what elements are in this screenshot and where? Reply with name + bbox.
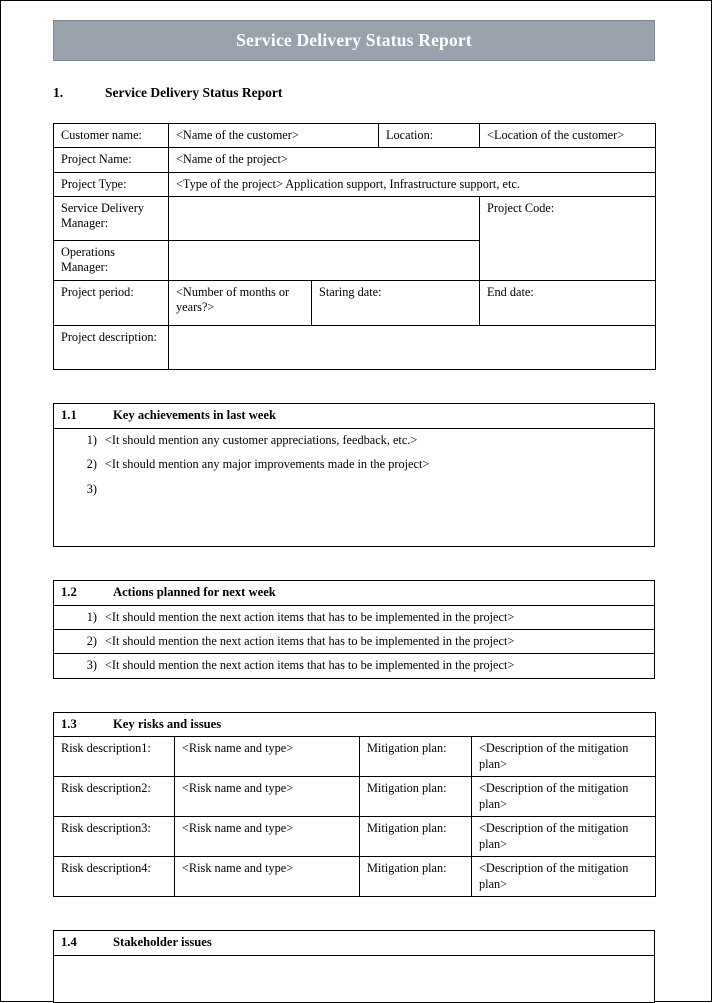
section-1-1-header [54,404,655,429]
mitigation-plan-label: Mitigation plan: [360,817,472,857]
page-title [53,85,655,101]
project-name-value[interactable]: <Name of the project> [169,148,656,172]
mitigation-plan-value[interactable]: <Description of the mitigation plan> [472,857,656,897]
table-row [54,172,656,196]
table-row [54,281,656,326]
project-type-value[interactable]: <Type of the project> Application support, Infrastructure support, etc. [169,172,656,196]
list-item-number: 3) [86,481,97,496]
list-item-text[interactable]: <It should mention the next action items that has to be implemented in the project> [105,633,515,648]
list-item-number: 3) [86,658,97,673]
service-delivery-manager-label: Service Delivery Manager: [54,197,169,241]
risk-description-label: Risk description1: [54,737,175,777]
section-header-row [54,712,656,737]
risk-description-label: Risk description4: [54,857,175,897]
location-label: Location: [379,124,480,148]
project-description-value[interactable] [169,326,656,370]
customer-name-label: Customer name: [54,124,169,148]
heading-number: 1. [53,85,64,100]
section-1-3-title: Key risks and issues [113,716,222,731]
list-item-number: 2) [86,633,97,648]
list-item [61,658,648,673]
heading-text: Service Delivery Status Report [105,85,283,100]
list-item [61,634,648,649]
project-description-label: Project description: [54,326,169,370]
project-period-value[interactable]: <Number of months or years?> [169,281,312,326]
section-1-4-title: Stakeholder issues [113,935,212,950]
mitigation-plan-label: Mitigation plan: [360,777,472,817]
end-date-label[interactable]: End date: [480,281,656,326]
section-1-3-number: 1.3 [61,716,77,731]
list-item-number: 1) [86,432,97,447]
table-row [54,197,656,241]
section-header-row [54,931,655,956]
list-item-number: 1) [86,609,97,624]
customer-name-value[interactable]: <Name of the customer> [169,124,379,148]
table-row [54,629,655,653]
section-1-3-table [53,712,656,898]
section-1-2-item[interactable] [54,605,655,629]
starting-date-label[interactable]: Staring date: [312,281,480,326]
section-1-2-item[interactable] [54,629,655,653]
risk-description-label: Risk description3: [54,817,175,857]
table-row [54,605,655,629]
list-item-text[interactable]: <It should mention the next action items that has to be implemented in the project> [105,658,515,673]
section-1-1-title: Key achievements in last week [113,408,276,423]
list-item-text[interactable]: <It should mention the next action items that has to be implemented in the project> [105,609,515,624]
table-row [54,857,656,897]
report-banner [53,20,655,61]
project-info-table [53,123,656,370]
table-row [54,428,655,546]
section-1-1-body[interactable] [54,428,655,546]
list-item-number: 2) [86,457,97,472]
section-1-2-header [54,580,655,605]
risk-description-value[interactable]: <Risk name and type> [175,817,360,857]
risk-description-value[interactable]: <Risk name and type> [175,737,360,777]
section-1-2-table [53,580,655,679]
list-item [61,457,648,472]
list-item-text[interactable]: <It should mention any customer appreciations, feedback, etc.> [105,432,418,447]
mitigation-plan-value[interactable]: <Description of the mitigation plan> [472,737,656,777]
section-1-3-header [54,712,656,737]
list-item-text[interactable] [105,482,648,497]
list-item [61,433,648,448]
table-row [54,148,656,172]
list-item [61,482,648,497]
section-1-4-body[interactable] [54,956,655,1003]
table-row [54,326,656,370]
risk-description-value[interactable]: <Risk name and type> [175,857,360,897]
section-1-2-number: 1.2 [61,584,77,599]
section-1-4-table [53,930,655,1003]
section-1-4 [53,930,655,1003]
list-item-text[interactable]: <It should mention any major improvements made in the project> [105,457,430,472]
mitigation-plan-value[interactable]: <Description of the mitigation plan> [472,817,656,857]
list-item [61,610,648,625]
section-1-4-header [54,931,655,956]
mitigation-plan-value[interactable]: <Description of the mitigation plan> [472,777,656,817]
table-row [54,956,655,1003]
section-header-row [54,580,655,605]
page-content [53,1,655,1003]
table-row [54,124,656,148]
section-1-4-number: 1.4 [61,935,77,950]
project-code-label[interactable]: Project Code: [480,197,656,281]
project-period-label: Project period: [54,281,169,326]
section-1-2-title: Actions planned for next week [113,584,276,599]
section-1-1 [53,403,655,547]
operations-manager-label: Operations Manager: [54,241,169,281]
location-value[interactable]: <Location of the customer> [480,124,656,148]
section-1-1-table [53,403,655,547]
operations-manager-value[interactable] [169,241,480,281]
section-1-1-number: 1.1 [61,408,77,423]
service-delivery-manager-value[interactable] [169,197,480,241]
table-row [54,654,655,678]
project-type-label: Project Type: [54,172,169,196]
section-1-3 [53,712,655,898]
table-row [54,777,656,817]
section-header-row [54,404,655,429]
project-name-label: Project Name: [54,148,169,172]
risk-description-label: Risk description2: [54,777,175,817]
section-1-2-item[interactable] [54,654,655,678]
mitigation-plan-label: Mitigation plan: [360,857,472,897]
section-1-2 [53,580,655,679]
risk-description-value[interactable]: <Risk name and type> [175,777,360,817]
mitigation-plan-label: Mitigation plan: [360,737,472,777]
table-row [54,737,656,777]
banner-title: Service Delivery Status Report [236,30,472,50]
table-row [54,817,656,857]
